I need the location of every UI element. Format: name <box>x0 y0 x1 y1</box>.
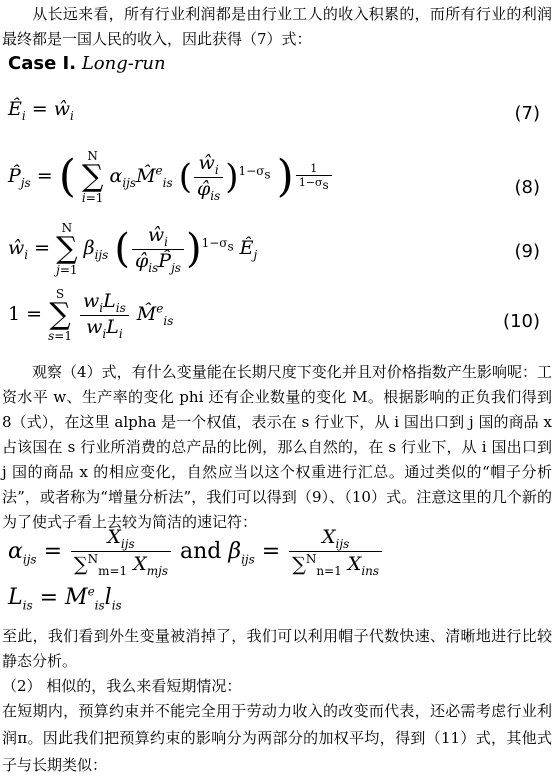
equation-number-10: (10) <box>503 311 540 332</box>
paragraph-intro: 从长远来看，所有行业利润都是由行业工人的收入积累的，而所有行业的利润最终都是一国人民的收入，因此获得（7）式： <box>2 5 552 48</box>
and-word: and <box>180 538 222 564</box>
paragraph-short-run: 在短期内，预算约束并不能完全用于劳动力收入的改变而代表，还必需考虑行业利润π。因此我们把预算约束的影响分为两部分的加权平均，得到（11）式，其他式子与长期类似： <box>2 702 552 774</box>
equation-8: $P̂_{js}$ = ( N ∑ i=1 $\alpha_{ijs}M̂^e_{is}$ ( $\frac{ŵ_i}{\varphî_{is}}$ )$^{1-\sigma_s}$ ) $\frac{1}{1-\sigma_s}$ <box>8 150 334 204</box>
equation-alpha-beta: $\alpha_{ijs}$ = $\frac{X_{ijs}}{\sum^N_{m=1} X_{mjs}}$ and $\beta_{ijs}$ = $\frac{X_{ijs}}{\sum^N_{n=1} X_{ins}}$ <box>8 526 384 578</box>
equation-7: $Ê_i$ = $ŵ_i$ <box>8 98 74 123</box>
paragraph-observation: 观察（4）式，有什么变量能在长期尺度下变化并且对价格指数产生影响呢：工资水平 w、生产率的变化 phi 还有企业数量的变化 M。根据影响的正负我们得到 8（式），在这里 alpha 是一个权值，表示在 s 行业下，从 i 国出口到 j 国的商品 x 占该国在 s 行业所消费的总产品的比例，那么自然的，在 s 行业下，从 i 国出口到 j 国的商品 x 的相应变化，自然应当以这个权重进行汇总。通过类似的“帽子分析法”，或者称为“增量分析法”，我们可以得到（9）、（10）式。注意这里的几个新的为了使式子看上去较为简洁的速记符： <box>2 363 552 531</box>
equation-number-7: (7) <box>514 103 540 124</box>
equation-L: $L_{is} = M^e_{is}l_{is}$ <box>8 585 122 613</box>
equation-9: $ŵ_i = N$ ∑ j=1 $\beta_{ijs}$ ( $\frac{ŵ_i}{\varphî_{is}P̂_{js}}$ )$^{1-\sigma_s}$ $Ê_j$ <box>8 221 258 277</box>
paragraph-short-run-heading: （2） 相似的，我么来看短期情况： <box>2 677 242 695</box>
case-heading: Case I. Long-run <box>8 53 166 74</box>
equation-number-8: (8) <box>514 177 540 198</box>
equation-10: 1 = S ∑ s=1 $\frac{w_iL_{is}}{w_iL_i}$ M̂$^e_{is}$ <box>8 287 174 343</box>
equation-number-9: (9) <box>514 241 540 262</box>
paragraph-conclusion: 至此，我们看到外生变量被消掉了，我们可以利用帽子代数快速、清晰地进行比较静态分析。 <box>2 627 552 670</box>
